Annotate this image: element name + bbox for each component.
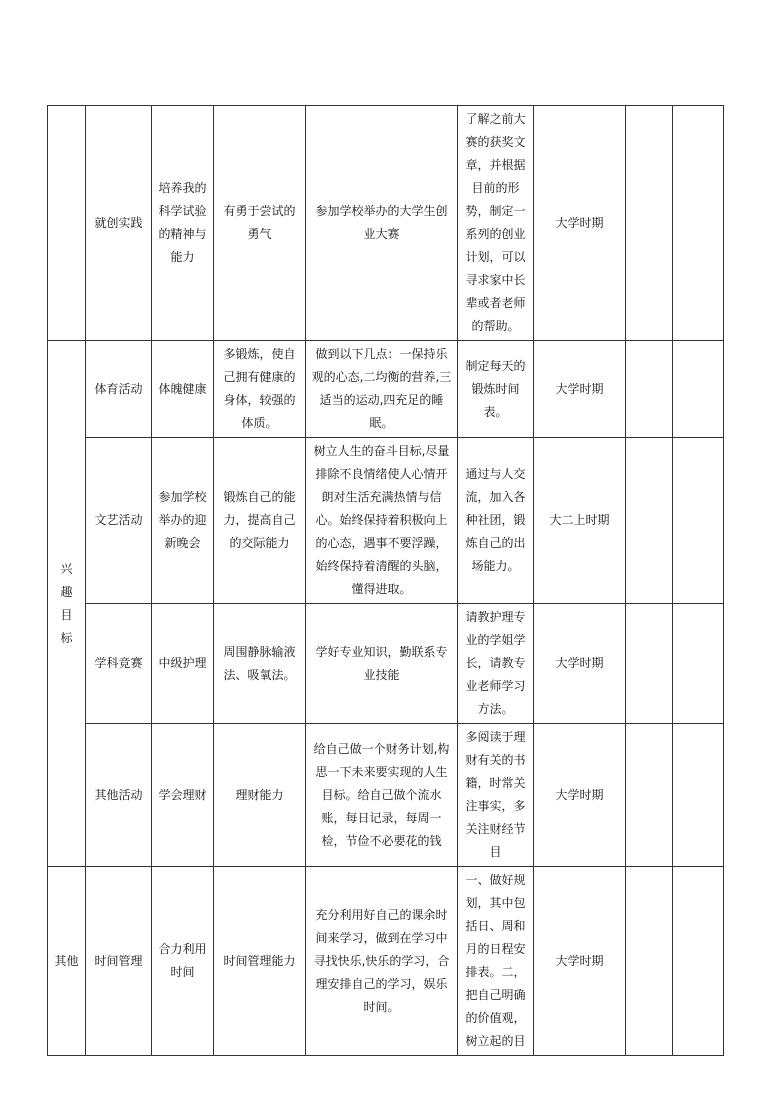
- goal-cell: 培养我的科学试验的精神与能力: [152, 106, 214, 341]
- empty-cell: [626, 604, 673, 724]
- category-cell: 兴趣目标: [48, 341, 86, 867]
- empty-cell: [626, 724, 673, 867]
- method-cell: 制定每天的锻炼时间表。: [458, 341, 534, 438]
- item-cell: 就创实践: [86, 106, 152, 341]
- ability-cell: 理财能力: [214, 724, 306, 867]
- empty-cell: [673, 604, 724, 724]
- table-row: [48, 604, 724, 724]
- empty-cell: [673, 724, 724, 867]
- method-cell: 通过与人交流，加入各种社团，锻炼自己的出场能力。: [458, 438, 534, 604]
- empty-cell: [673, 341, 724, 438]
- content-cell: 给自己做一个财务计划,构思一下未来要实现的人生目标。给自己做个流水账，每日记录，每周一检，节俭不必要花的钱: [306, 724, 458, 867]
- goal-cell: 体魄健康: [152, 341, 214, 438]
- empty-cell: [626, 341, 673, 438]
- table-row: [48, 438, 724, 604]
- table-row: [48, 341, 724, 438]
- method-cell: 了解之前大赛的获奖文章，并根据目前的形势，制定一系列的创业计划，可以寻求家中长辈或者老师的帮助。: [458, 106, 534, 341]
- ability-cell: 时间管理能力: [214, 867, 306, 1056]
- ability-cell: 周围静脉输液法、吸氧法。: [214, 604, 306, 724]
- ability-cell: 多锻炼，使自己拥有健康的身体，较强的体质。: [214, 341, 306, 438]
- goal-cell: 参加学校举办的迎新晚会: [152, 438, 214, 604]
- period-cell: 大学时期: [534, 341, 626, 438]
- content-cell: 充分利用好自己的课余时间来学习，做到在学习中寻找快乐,快乐的学习，合理安排自己的学习，娱乐时间。: [306, 867, 458, 1056]
- ability-cell: 锻炼自己的能力，提高自己的交际能力: [214, 438, 306, 604]
- empty-cell: [626, 106, 673, 341]
- category-cell: [48, 106, 86, 341]
- empty-cell: [673, 438, 724, 604]
- plan-table: [47, 105, 724, 1056]
- table-row: [48, 106, 724, 341]
- category-cell: 其他: [48, 867, 86, 1056]
- table-row: [48, 724, 724, 867]
- empty-cell: [673, 867, 724, 1056]
- goal-cell: 中级护理: [152, 604, 214, 724]
- period-cell: 大学时期: [534, 604, 626, 724]
- item-cell: 文艺活动: [86, 438, 152, 604]
- method-cell: 多阅读于理财有关的书籍，时常关注事实，多关注财经节目: [458, 724, 534, 867]
- empty-cell: [626, 867, 673, 1056]
- item-cell: 学科竞赛: [86, 604, 152, 724]
- table-row: [48, 867, 724, 1056]
- content-cell: 树立人生的奋斗目标,尽量排除不良情绪使人心情开朗对生活充满热情与信心。始终保持着积极向上的心态，遇事不要浮躁，始终保持着清醒的头脑，懂得进取。: [306, 438, 458, 604]
- item-cell: 其他活动: [86, 724, 152, 867]
- content-cell: 做到以下几点：一保持乐观的心态,二均衡的营养,三适当的运动,四充足的睡眠。: [306, 341, 458, 438]
- item-cell: 时间管理: [86, 867, 152, 1056]
- method-cell: 一、做好规划，其中包括日、周和月的日程安排表。二，把自己明确的价值观，树立起的目: [458, 867, 534, 1056]
- goal-cell: 合力利用时间: [152, 867, 214, 1056]
- period-cell: 大学时期: [534, 106, 626, 341]
- empty-cell: [673, 106, 724, 341]
- ability-cell: 有勇于尝试的勇气: [214, 106, 306, 341]
- item-cell: 体育活动: [86, 341, 152, 438]
- content-cell: 学好专业知识，勤联系专业技能: [306, 604, 458, 724]
- period-cell: 大学时期: [534, 867, 626, 1056]
- goal-cell: 学会理财: [152, 724, 214, 867]
- period-cell: 大二上时期: [534, 438, 626, 604]
- method-cell: 请教护理专业的学姐学长，请教专业老师学习方法。: [458, 604, 534, 724]
- empty-cell: [626, 438, 673, 604]
- period-cell: 大学时期: [534, 724, 626, 867]
- content-cell: 参加学校举办的大学生创业大赛: [306, 106, 458, 341]
